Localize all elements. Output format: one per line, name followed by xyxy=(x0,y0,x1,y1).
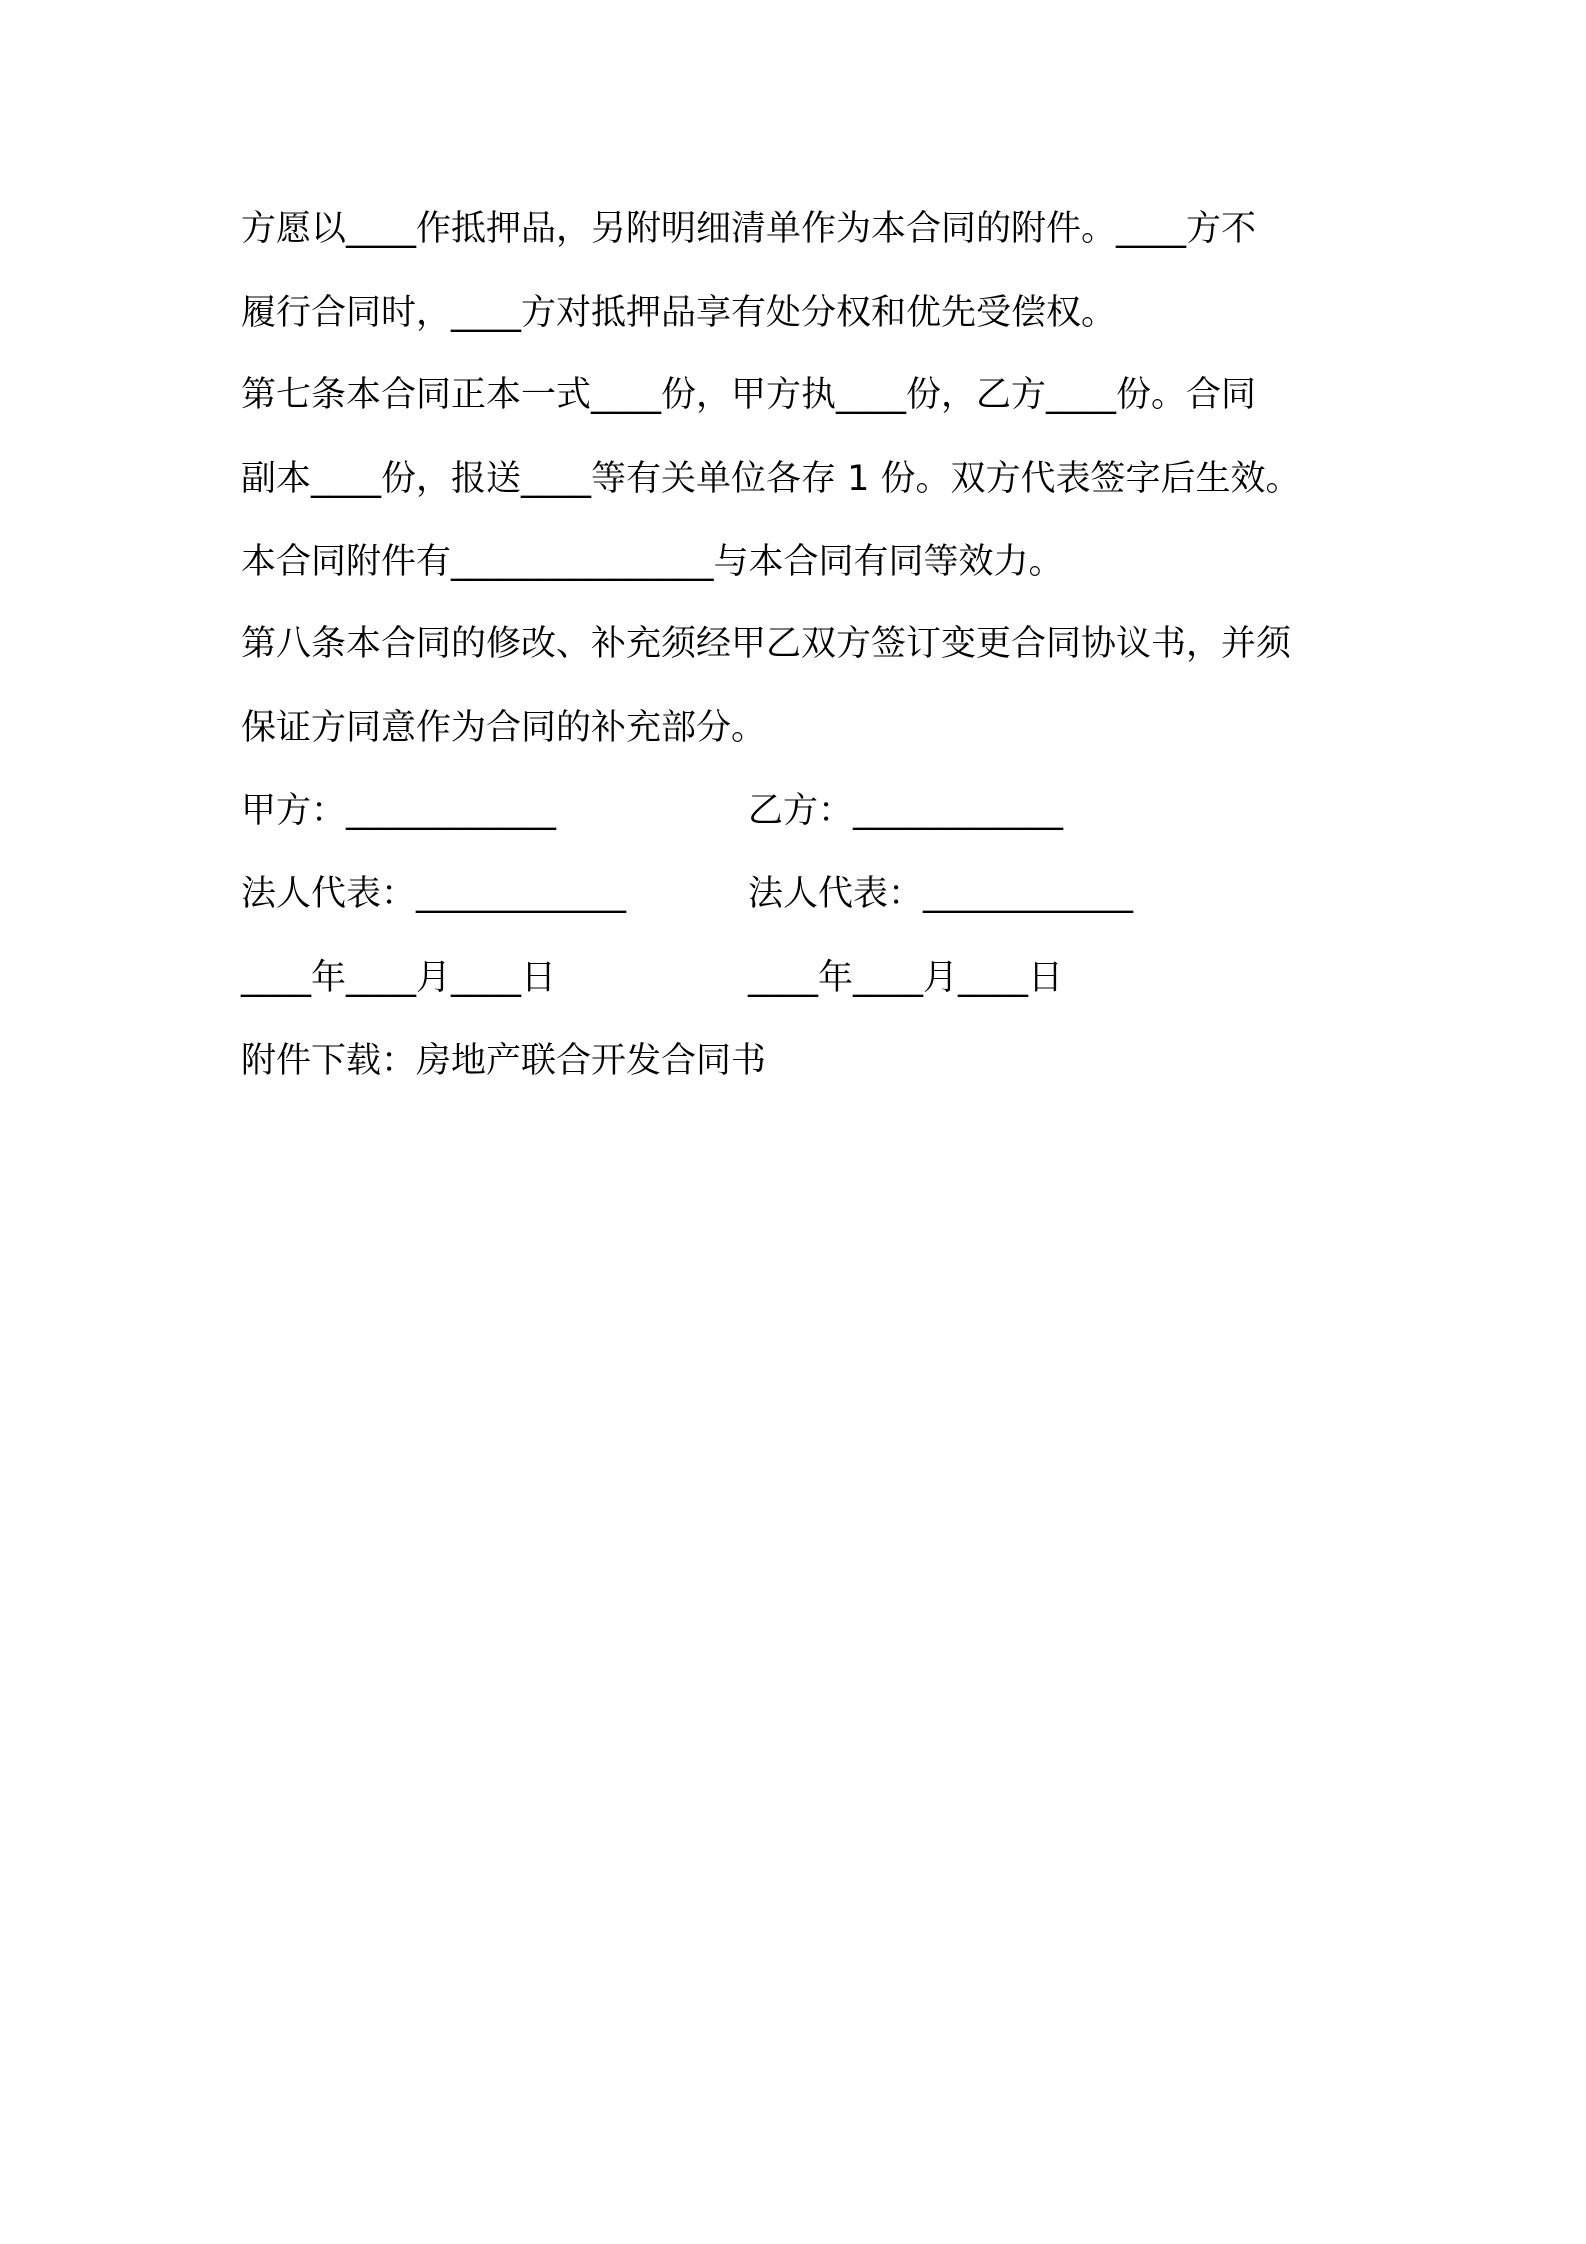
body-line-2: 履行合同时，____方对抵押品享有处分权和优先受偿权。 xyxy=(241,293,1117,333)
article-7-line-2: 副本____份，报送____等有关单位各存 1 份。双方代表签字后生效。 xyxy=(241,459,1301,499)
body-line-1: 方愿以____作抵押品，另附明细清单作为本合同的附件。____方不 xyxy=(241,209,1257,249)
party-a-date-field: ____年____月____日 xyxy=(241,958,557,998)
party-a-representative-field: 法人代表：____________ xyxy=(241,874,627,914)
attachment-download-text: 附件下载：房地产联合开发合同书 xyxy=(241,1041,767,1081)
article-7-line-1: 第七条本合同正本一式____份，甲方执____份，乙方____份。合同 xyxy=(241,375,1257,415)
party-a-field: 甲方：____________ xyxy=(241,791,557,831)
article-8-line-2: 保证方同意作为合同的补充部分。 xyxy=(241,708,767,748)
attachment-clause: 本合同附件有_______________与本合同有同等效力。 xyxy=(241,542,1064,582)
article-8-line-1: 第八条本合同的修改、补充须经甲乙双方签订变更合同协议书，并须 xyxy=(241,624,1292,664)
party-b-representative-field: 法人代表：____________ xyxy=(748,874,1134,914)
party-b-field: 乙方：____________ xyxy=(748,791,1064,831)
party-b-date-field: ____年____月____日 xyxy=(748,958,1064,998)
